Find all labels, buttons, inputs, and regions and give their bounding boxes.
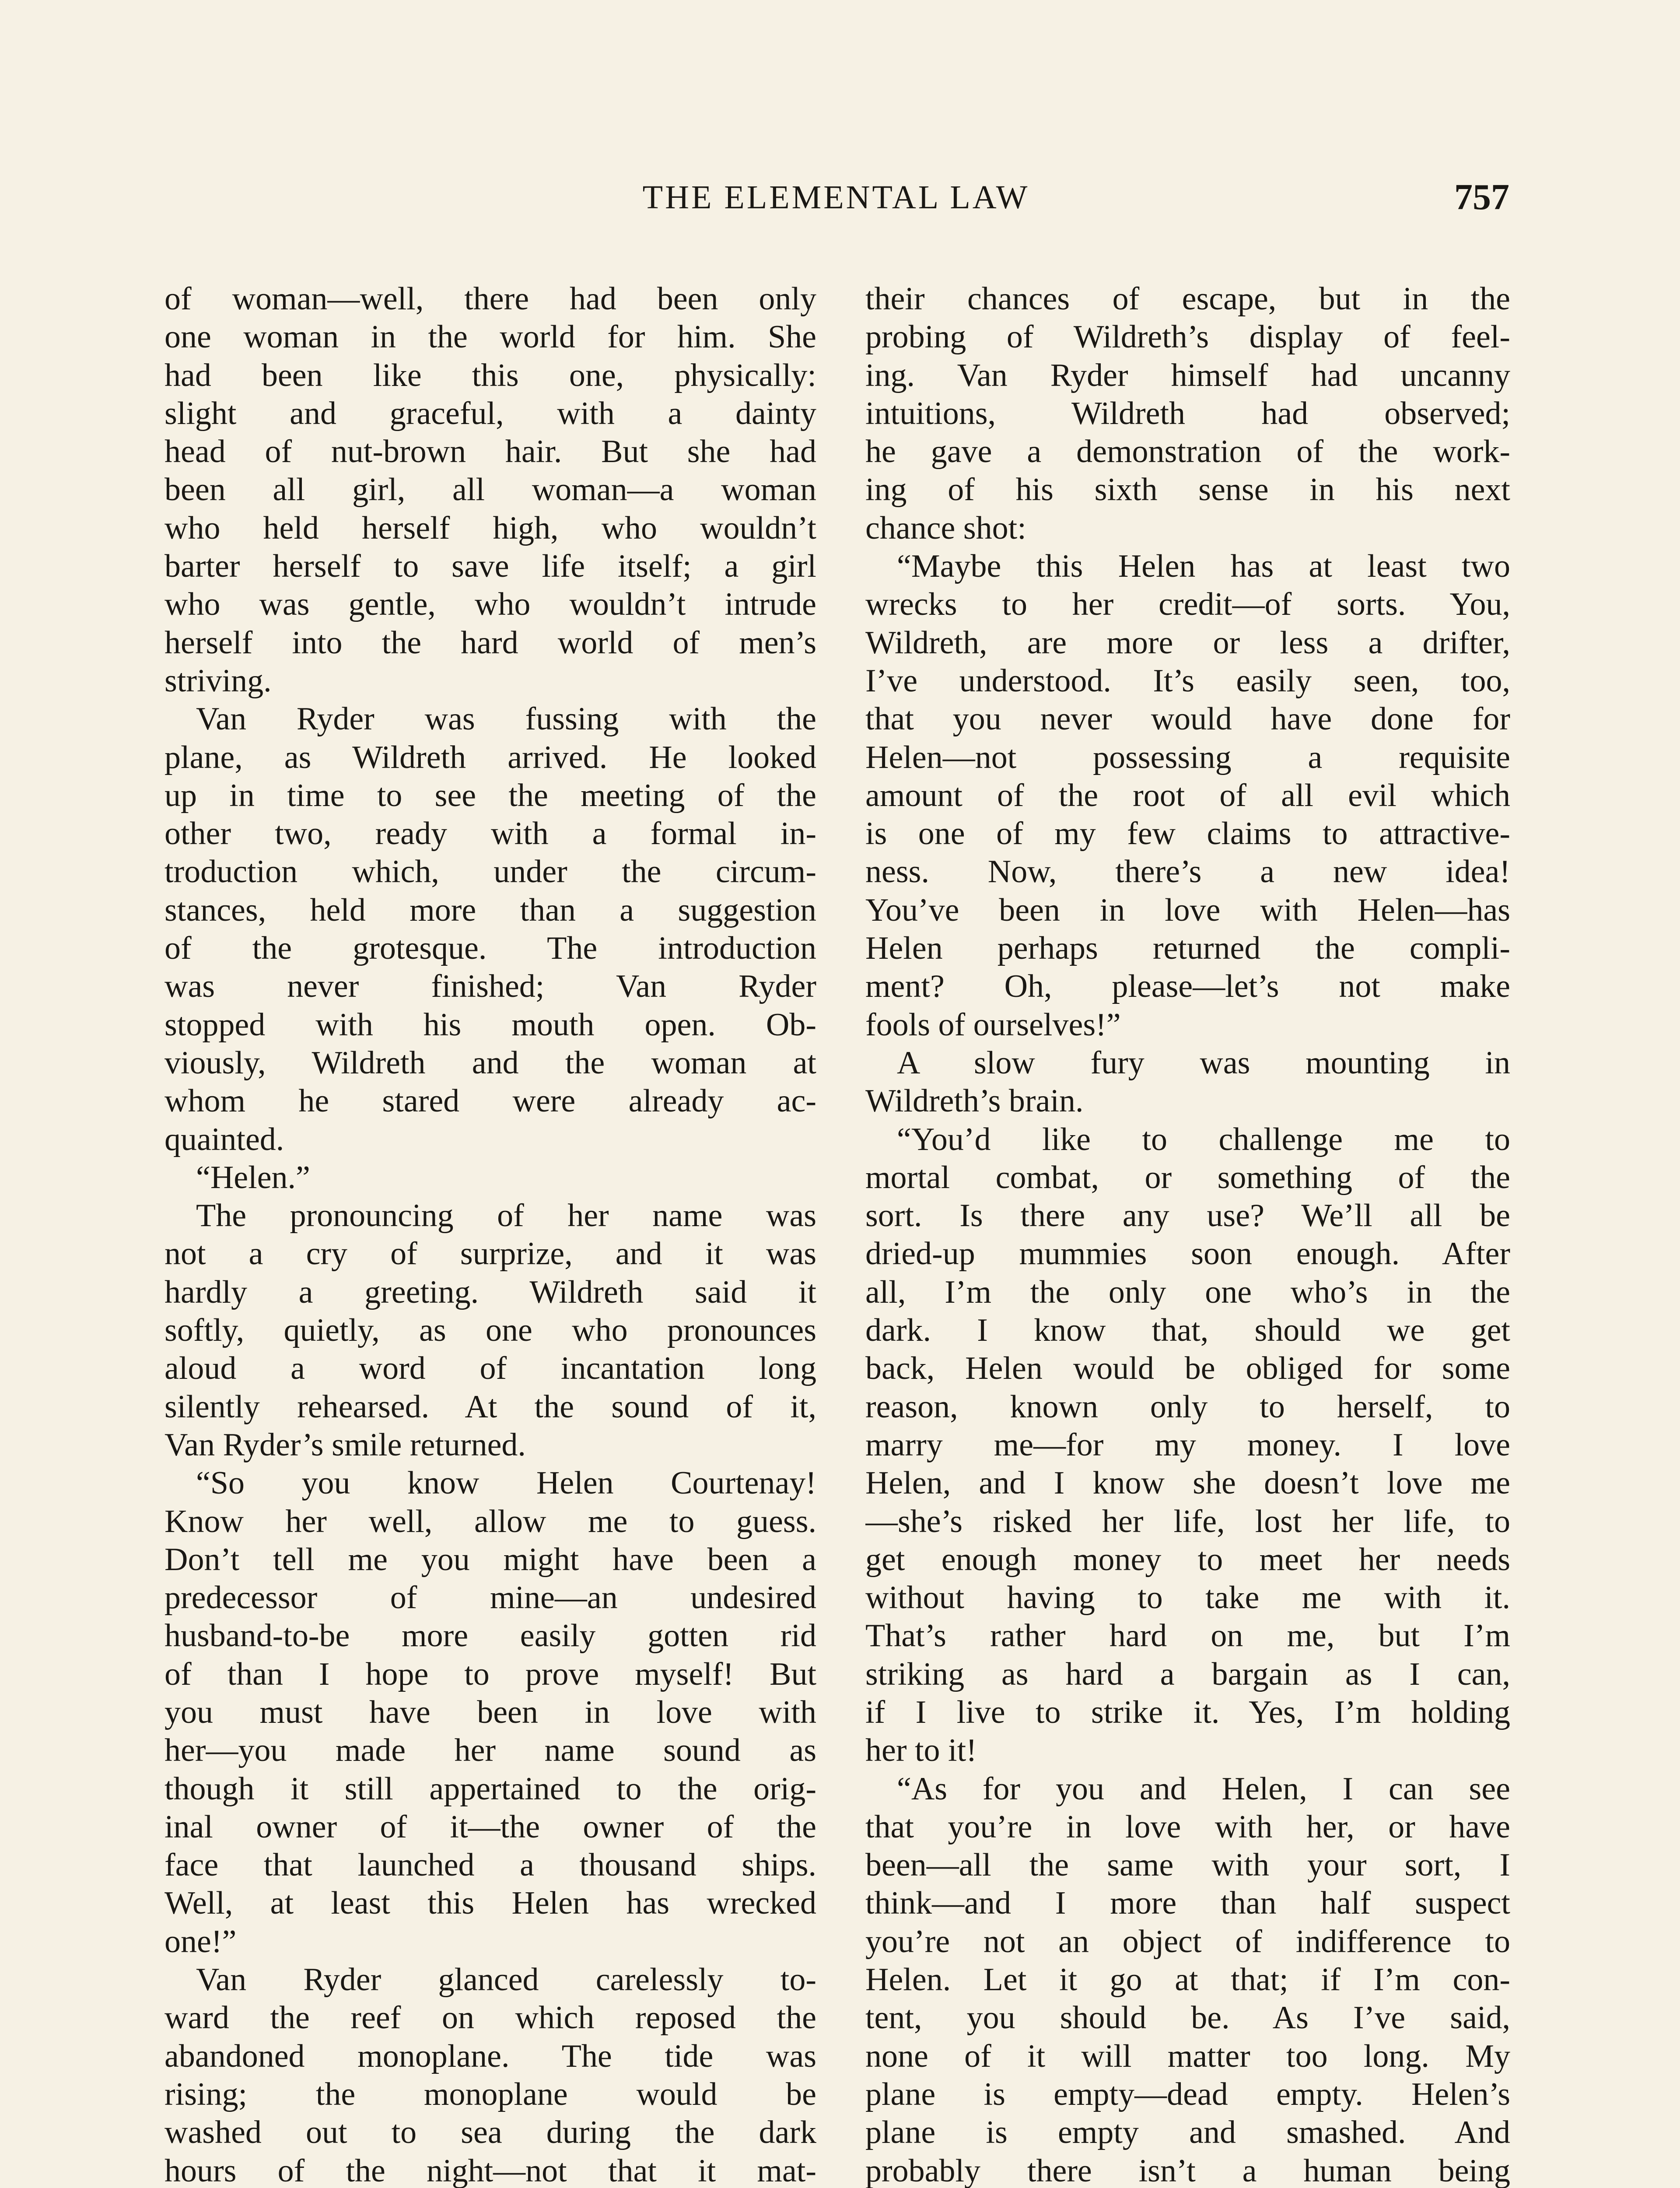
text-line: Helen perhaps returned the compli- xyxy=(865,930,1510,967)
text-line: plane is empty—dead empty. Helen’s xyxy=(865,2076,1510,2112)
text-line: sort. Is there any use? We’ll all be xyxy=(865,1198,1510,1234)
text-line: troduction which, under the circum- xyxy=(164,854,816,890)
text-line: herself into the hard world of men’s xyxy=(164,624,816,661)
text-line: her—you made her name sound as xyxy=(164,1732,816,1769)
text-line: he gave a demonstration of the work- xyxy=(865,434,1510,470)
text-line: fools of ourselves!” xyxy=(865,1006,1121,1043)
text-line: you must have been in love with xyxy=(164,1694,816,1730)
text-line: stopped with his mouth open. Ob- xyxy=(164,1006,816,1043)
text-line: stances, held more than a suggestion xyxy=(164,892,816,928)
text-line: marry me—for my money. I love xyxy=(865,1427,1510,1463)
text-line: get enough money to meet her needs xyxy=(865,1541,1510,1578)
text-line: dark. I know that, should we get xyxy=(865,1312,1510,1349)
text-line: tent, you should be. As I’ve said, xyxy=(865,2000,1510,2036)
text-line: Wildreth’s brain. xyxy=(865,1083,1084,1119)
text-line: dried-up mummies soon enough. After xyxy=(865,1236,1510,1272)
text-line: mortal combat, or something of the xyxy=(865,1159,1510,1196)
text-line: without having to take me with it. xyxy=(865,1580,1510,1616)
text-line: none of it will matter too long. My xyxy=(865,2038,1510,2074)
text-line: “As for you and Helen, I can see xyxy=(897,1771,1510,1807)
text-line: been all girl, all woman—a woman xyxy=(164,472,816,508)
text-line: Helen—not possessing a requisite xyxy=(865,739,1510,775)
text-line: is one of my few claims to attractive- xyxy=(865,816,1510,852)
text-line: abandoned monoplane. The tide was xyxy=(164,2038,816,2074)
text-line: though it still appertained to the orig- xyxy=(164,1771,816,1807)
text-line: viously, Wildreth and the woman at xyxy=(164,1045,816,1081)
text-line: that you never would have done for xyxy=(865,701,1510,737)
text-line: A slow fury was mounting in xyxy=(897,1045,1510,1081)
text-line: of than I hope to prove myself! But xyxy=(164,1656,816,1692)
left-column xyxy=(164,280,816,2188)
text-line: you’re not an object of indifference to xyxy=(865,1923,1510,1960)
text-line: one!” xyxy=(164,1923,237,1960)
text-line: washed out to sea during the dark xyxy=(164,2114,816,2151)
text-line: ing of his sixth sense in his next xyxy=(865,472,1510,508)
running-head xyxy=(163,179,1509,218)
text-line: hours of the night—not that it mat- xyxy=(164,2153,816,2188)
text-line: of woman—well, there had been only xyxy=(164,281,816,317)
text-line: Helen. Let it go at that; if I’m con- xyxy=(865,1962,1510,1998)
text-line: rising; the monoplane would be xyxy=(164,2076,816,2112)
text-line: of the grotesque. The introduction xyxy=(164,930,816,967)
text-line: Don’t tell me you might have been a xyxy=(164,1541,816,1578)
text-line: had been like this one, physically: xyxy=(164,357,816,393)
text-line: predecessor of mine—an undesired xyxy=(164,1580,816,1616)
text-line: aloud a word of incantation long xyxy=(164,1350,816,1387)
text-line: ment? Oh, please—let’s not make xyxy=(865,968,1510,1005)
text-line: was never finished; Van Ryder xyxy=(164,968,816,1005)
text-line: inal owner of it—the owner of the xyxy=(164,1809,816,1845)
text-line: amount of the root of all evil which xyxy=(865,777,1510,813)
text-line: Helen, and I know she doesn’t love me xyxy=(865,1465,1510,1501)
text-line: that you’re in love with her, or have xyxy=(865,1809,1510,1845)
text-line: husband-to-be more easily gotten rid xyxy=(164,1618,816,1654)
text-line: —she’s risked her life, lost her life, to xyxy=(865,1503,1510,1539)
running-title: THE ELEMENTAL LAW xyxy=(642,179,1030,216)
text-line: Van Ryder was fussing with the xyxy=(196,701,816,737)
text-line: “Maybe this Helen has at least two xyxy=(897,548,1510,585)
text-line: hardly a greeting. Wildreth said it xyxy=(164,1274,816,1310)
text-line: chance shot: xyxy=(865,510,1026,546)
text-line: quainted. xyxy=(164,1121,284,1157)
text-line: other two, ready with a formal in- xyxy=(164,816,816,852)
text-line: ward the reef on which reposed the xyxy=(164,2000,816,2036)
text-line: one woman in the world for him. She xyxy=(164,319,816,355)
text-line: reason, known only to herself, to xyxy=(865,1389,1510,1425)
text-line: Van Ryder’s smile returned. xyxy=(164,1427,526,1463)
text-line: their chances of escape, but in the xyxy=(865,281,1510,317)
text-line: probing of Wildreth’s display of feel- xyxy=(865,319,1510,355)
text-line: That’s rather hard on me, but I’m xyxy=(865,1618,1510,1654)
text-line: face that launched a thousand ships. xyxy=(164,1847,816,1883)
text-line: ing. Van Ryder himself had uncanny xyxy=(865,357,1510,393)
text-line: her to it! xyxy=(865,1732,977,1769)
page-number: 757 xyxy=(1454,177,1509,217)
text-line: up in time to see the meeting of the xyxy=(164,777,816,813)
text-line: probably there isn’t a human being xyxy=(865,2153,1510,2188)
text-line: intuitions, Wildreth had observed; xyxy=(865,395,1510,431)
text-line: “Helen.” xyxy=(196,1159,310,1196)
text-line: if I live to strike it. Yes, I’m holding xyxy=(865,1694,1510,1730)
text-line: been—all the same with your sort, I xyxy=(865,1847,1510,1883)
text-line: who was gentle, who wouldn’t intrude xyxy=(164,586,816,623)
text-line: striking as hard a bargain as I can, xyxy=(865,1656,1510,1692)
text-line: Well, at least this Helen has wrecked xyxy=(164,1885,816,1922)
text-line: plane is empty and smashed. And xyxy=(865,2114,1510,2151)
text-line: Wildreth, are more or less a drifter, xyxy=(865,624,1510,661)
text-line: ness. Now, there’s a new idea! xyxy=(865,854,1510,890)
text-line: think—and I more than half suspect xyxy=(865,1885,1510,1922)
text-line: The pronouncing of her name was xyxy=(196,1198,816,1234)
text-line: slight and graceful, with a dainty xyxy=(164,395,816,431)
text-line: whom he stared were already ac- xyxy=(164,1083,816,1119)
text-line: Van Ryder glanced carelessly to- xyxy=(196,1962,816,1998)
text-line: You’ve been in love with Helen—has xyxy=(865,892,1510,928)
text-line: plane, as Wildreth arrived. He looked xyxy=(164,739,816,775)
text-line: head of nut-brown hair. But she had xyxy=(164,434,816,470)
text-line: barter herself to save life itself; a girl xyxy=(164,548,816,585)
text-line: wrecks to her credit—of sorts. You, xyxy=(865,586,1510,623)
text-line: “So you know Helen Courtenay! xyxy=(196,1465,816,1501)
text-line: Know her well, allow me to guess. xyxy=(164,1503,816,1539)
text-line: striving. xyxy=(164,663,272,699)
right-column xyxy=(865,280,1510,2188)
text-line: “You’d like to challenge me to xyxy=(897,1121,1510,1157)
text-line: softly, quietly, as one who pronounces xyxy=(164,1312,816,1349)
text-line: silently rehearsed. At the sound of it, xyxy=(164,1389,816,1425)
text-line: back, Helen would be obliged for some xyxy=(865,1350,1510,1387)
text-line: all, I’m the only one who’s in the xyxy=(865,1274,1510,1310)
text-line: I’ve understood. It’s easily seen, too, xyxy=(865,663,1510,699)
text-line: who held herself high, who wouldn’t xyxy=(164,510,816,546)
text-line: not a cry of surprize, and it was xyxy=(164,1236,816,1272)
